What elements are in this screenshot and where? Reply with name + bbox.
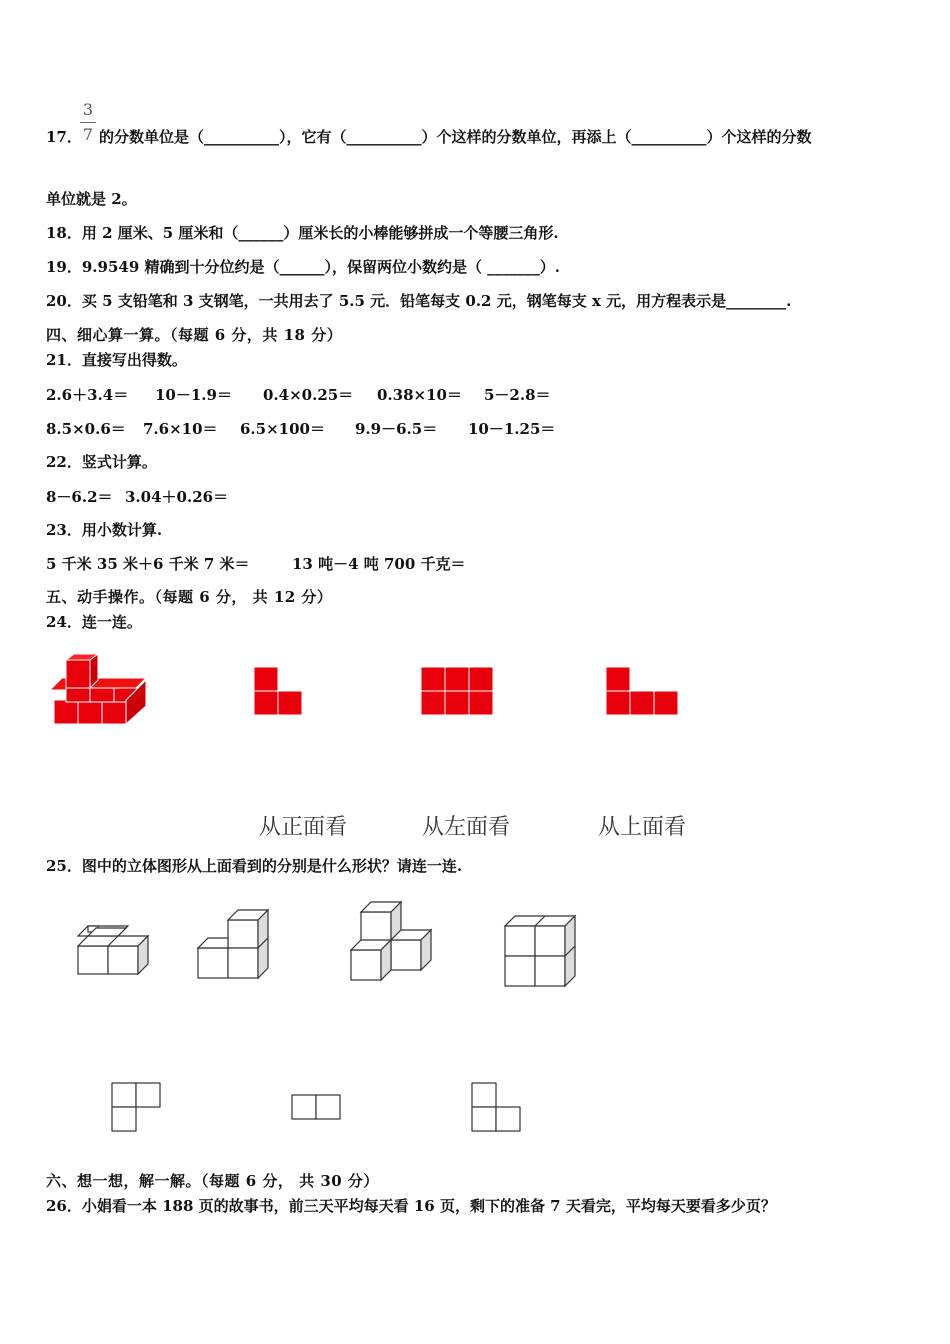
q23-title: 23．用小数计算. xyxy=(46,521,163,539)
fraction-denominator: 7 xyxy=(82,125,94,144)
q21-expr: 9.9－6.5＝ xyxy=(355,420,438,438)
q21-expr: 5－2.8＝ xyxy=(484,386,551,404)
view-label-top: 从上面看 xyxy=(598,815,687,840)
square-view-icon xyxy=(111,1082,163,1134)
section-6-heading: 六、想一想，解一解。（每题 6 分， 共 30 分） xyxy=(46,1172,379,1190)
q21-expr: 6.5×100＝ xyxy=(240,420,325,438)
square-view-icon xyxy=(291,1094,343,1122)
q20-text: 20．买 5 支铅笔和 3 支钢笔，一共用去了 5.5 元．铅笔每支 0.2 元，钢笔每支 x 元，用方程表示是________. xyxy=(46,292,792,310)
q17-number: 17． xyxy=(46,128,82,146)
q25-text: 25．图中的立体图形从上面看到的分别是什么形状？请连一连. xyxy=(46,857,463,875)
q21-expr: 0.38×10＝ xyxy=(377,386,462,404)
q21-expr: 8.5×0.6＝ xyxy=(46,420,126,438)
section-4-heading: 四、细心算一算。（每题 6 分，共 18 分） xyxy=(46,326,343,344)
cube-solid-icon xyxy=(76,922,152,976)
q21-title: 21．直接写出得数。 xyxy=(46,351,187,369)
q17-continuation: 单位就是 2。 xyxy=(46,190,137,208)
q22-expr: 3.04＋0.26＝ xyxy=(125,488,229,506)
q21-expr: 10－1.9＝ xyxy=(155,386,232,404)
view-label-front: 从正面看 xyxy=(259,815,348,840)
fraction-3-7 xyxy=(80,100,96,145)
q21-expr: 2.6＋3.4＝ xyxy=(46,386,129,404)
red-step-view-icon xyxy=(605,666,681,718)
q24-title: 24．连一连。 xyxy=(46,613,142,631)
cube-solid-icon xyxy=(196,906,272,980)
red-grid-view-icon xyxy=(420,666,496,718)
q21-expr: 10－1.25＝ xyxy=(468,420,556,438)
q26-text: 26．小娟看一本 188 页的故事书，前三天平均每天看 16 页，剩下的准备 7 天看完，平均每天要看多少页？ xyxy=(46,1197,776,1215)
view-label-left: 从左面看 xyxy=(422,815,511,840)
q23-expr: 5 千米 35 米＋6 千米 7 米＝ xyxy=(46,555,250,573)
cube-solid-icon xyxy=(349,900,433,984)
fraction-bar xyxy=(80,122,96,123)
cube-solid-icon xyxy=(503,914,579,990)
q17-text: 的分数单位是（__________），它有（__________）个这样的分数单位，再添上（__________）个这样的分数 xyxy=(99,128,812,146)
q18-text: 18．用 2 厘米、5 厘米和（______）厘米长的小棒能够拼成一个等腰三角形. xyxy=(46,224,559,242)
section-5-heading: 五、动手操作。（每题 6 分， 共 12 分） xyxy=(46,588,333,606)
q23-expr: 13 吨－4 吨 700 千克＝ xyxy=(292,555,466,573)
square-view-icon xyxy=(471,1082,523,1134)
red-l-view-icon xyxy=(253,666,305,718)
q21-expr: 7.6×10＝ xyxy=(143,420,218,438)
fraction-numerator: 3 xyxy=(82,100,94,119)
q22-expr: 8－6.2＝ xyxy=(46,488,113,506)
q21-expr: 0.4×0.25＝ xyxy=(263,386,354,404)
q19-text: 19．9.9549 精确到十分位约是（______），保留两位小数约是（ _______）. xyxy=(46,258,560,276)
red-cube-solid-icon xyxy=(50,650,154,728)
q22-title: 22．竖式计算。 xyxy=(46,453,157,471)
